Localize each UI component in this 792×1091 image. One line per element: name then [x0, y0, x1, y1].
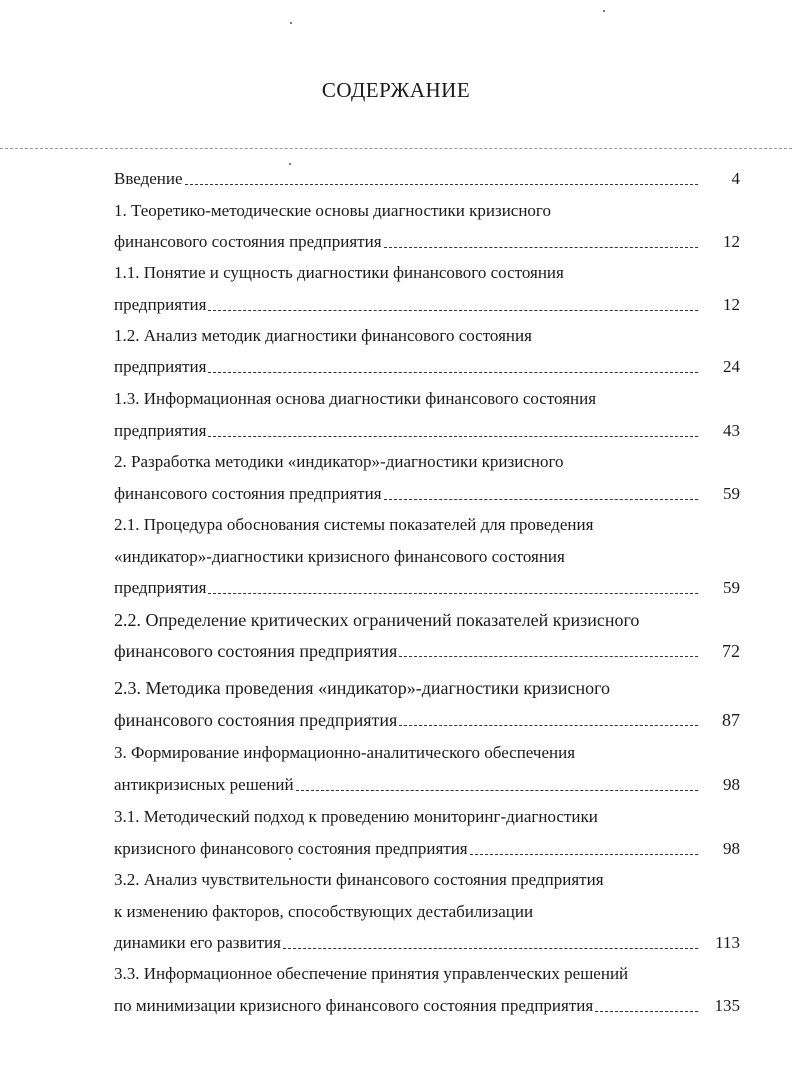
- toc-entry-text: 2.1. Процедура обоснования системы показателей для проведения: [114, 515, 594, 534]
- toc-entry-text: 2. Разработка методики «индикатор»-диагностики кризисного: [114, 452, 564, 471]
- toc-page-number: 59: [723, 578, 740, 597]
- toc-entry-text: 2.2. Определение критических ограничений показателей кризисного: [114, 610, 640, 630]
- toc-page-number: 59: [723, 484, 740, 503]
- toc-entry-line: [114, 609, 740, 631]
- toc-entry-last-line: [114, 168, 740, 190]
- toc-entry-text: предприятия: [114, 421, 207, 440]
- toc-entry-line: [114, 388, 740, 410]
- toc-entry-text: 1.1. Понятие и сущность диагностики финансового состояния: [114, 263, 564, 282]
- toc-entry-last-line: [114, 356, 740, 378]
- toc-entry-text: 1. Теоретико-методические основы диагностики кризисного: [114, 201, 551, 220]
- scan-speck: [290, 22, 292, 24]
- toc-page-number: 135: [714, 996, 740, 1015]
- scan-speck: [603, 10, 605, 12]
- toc-entry-text: предприятия: [114, 578, 207, 597]
- toc-entry-last-line: [114, 483, 740, 505]
- toc-entry-line: [114, 742, 740, 764]
- toc-page-number: 72: [722, 641, 740, 661]
- toc-entry-last-line: [114, 420, 740, 442]
- toc-page-number: 98: [723, 839, 740, 858]
- dash-leader: [399, 655, 698, 657]
- toc-entry-text: финансового состояния предприятия: [114, 232, 382, 251]
- dash-leader: [185, 183, 698, 185]
- toc-page-number: 12: [723, 232, 740, 251]
- toc-entry-line: [114, 451, 740, 473]
- toc-entry-text: 1.2. Анализ методик диагностики финансового состояния: [114, 326, 532, 345]
- scan-rule: [0, 148, 792, 150]
- toc-entry-text: финансового состояния предприятия: [114, 641, 398, 661]
- dash-leader: [399, 724, 698, 726]
- scan-speck: [289, 163, 291, 165]
- dash-leader: [384, 246, 698, 248]
- toc-entry-last-line: [114, 577, 740, 599]
- toc-entry-text: 3.2. Анализ чувствительности финансового состояния предприятия: [114, 870, 604, 889]
- toc-entry-text: динамики его развития: [114, 933, 281, 952]
- toc-entry-text: Введение: [114, 169, 183, 188]
- dash-leader: [283, 947, 698, 949]
- toc-page-number: 12: [723, 295, 740, 314]
- toc-entry-line: [114, 325, 740, 347]
- toc-entry-text: предприятия: [114, 357, 207, 376]
- dash-leader: [296, 789, 698, 791]
- dash-leader: [208, 371, 698, 373]
- toc-entry-text: по минимизации кризисного финансового состояния предприятия: [114, 996, 594, 1015]
- toc-page-number: 113: [715, 933, 740, 952]
- toc-entry-last-line: [114, 774, 740, 796]
- toc-entry-text: 3. Формирование информационно-аналитического обеспечения: [114, 743, 576, 762]
- toc-entry-line: [114, 869, 740, 891]
- toc-entry-text: 3.3. Информационное обеспечение принятия управленческих решений: [114, 964, 629, 983]
- toc-entry-text: финансового состояния предприятия: [114, 710, 398, 730]
- page-title: СОДЕРЖАНИЕ: [321, 78, 471, 102]
- toc-entry-line: [114, 963, 740, 985]
- toc-entry-last-line: [114, 231, 740, 253]
- toc-entry-text: финансового состояния предприятия: [114, 484, 382, 503]
- toc-page-number: 24: [723, 357, 740, 376]
- toc-entry-last-line: [114, 709, 740, 731]
- toc-page-number: 87: [722, 710, 740, 730]
- toc-entry-line: [114, 262, 740, 284]
- toc-entry-text: антикризисных решений: [114, 775, 294, 794]
- toc-entry-text: 2.3. Методика проведения «индикатор»-диагностики кризисного: [114, 678, 611, 698]
- toc-page-number: 43: [723, 421, 740, 440]
- dash-leader: [208, 435, 698, 437]
- toc-entry-last-line: [114, 640, 740, 662]
- toc-entry-line: [114, 514, 740, 536]
- toc-entry-last-line: [114, 995, 740, 1017]
- dash-leader: [208, 592, 698, 594]
- toc-entry-line: [114, 677, 740, 699]
- toc-entry-last-line: [114, 932, 740, 954]
- dash-leader: [208, 309, 698, 311]
- dash-leader: [595, 1010, 698, 1012]
- toc-entry-last-line: [114, 838, 740, 860]
- toc-entry-line: [114, 901, 740, 923]
- toc-entry-line: [114, 806, 740, 828]
- toc-entry-text: «индикатор»-диагностики кризисного финансового состояния: [114, 547, 565, 566]
- toc-entry-text: 1.3. Информационная основа диагностики финансового состояния: [114, 389, 597, 408]
- toc-entry-text: к изменению факторов, способствующих дестабилизации: [114, 902, 534, 921]
- toc-page-number: 98: [723, 775, 740, 794]
- scan-speck: [289, 858, 291, 860]
- dash-leader: [384, 498, 698, 500]
- toc-entry-last-line: [114, 294, 740, 316]
- toc-entry-text: предприятия: [114, 295, 207, 314]
- toc-entry-line: [114, 200, 740, 222]
- toc-entry-text: кризисного финансового состояния предприятия: [114, 839, 468, 858]
- toc-entry-line: [114, 546, 740, 568]
- toc-entry-text: 3.1. Методический подход к проведению мониторинг-диагностики: [114, 807, 598, 826]
- dash-leader: [470, 853, 698, 855]
- toc-page-number: 4: [731, 169, 740, 188]
